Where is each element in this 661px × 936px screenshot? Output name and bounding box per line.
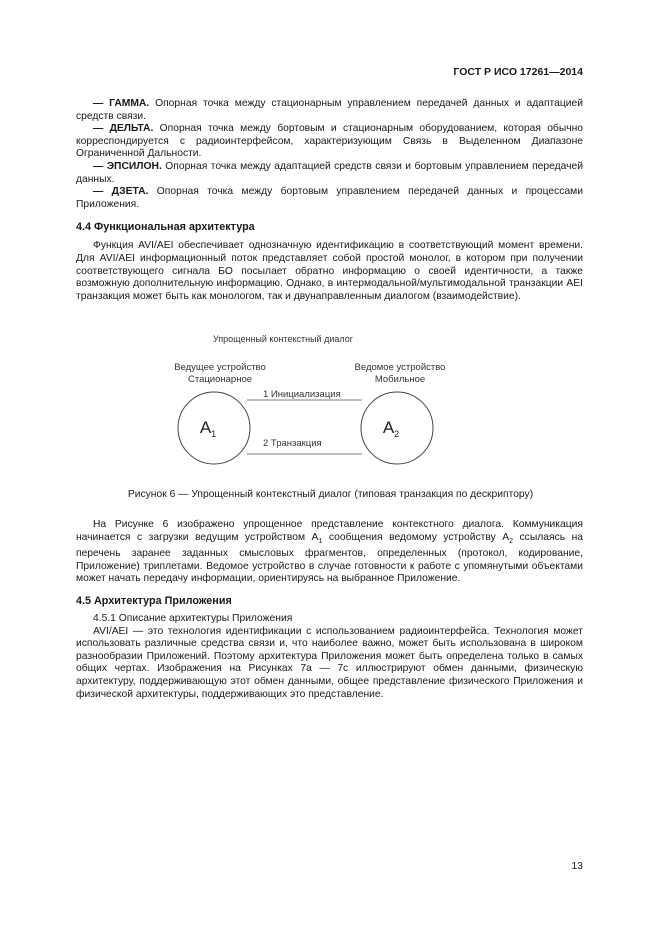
page-number: 13 (571, 860, 583, 872)
node-a1-subscript: 1 (211, 429, 217, 439)
figure-description-paragraph (76, 519, 583, 586)
subscript: 1 (318, 537, 323, 545)
node-a2-letter: A (382, 418, 395, 437)
subsection-heading-4-5-1: 4.5.1 Описание архитектуры Приложения (93, 613, 293, 625)
node-a2-label (383, 418, 399, 439)
definition-epsilon (76, 161, 583, 186)
term-label: — ЭПСИЛОН. (93, 160, 162, 172)
left-device-label-2: Стационарное (187, 374, 253, 385)
definition-text: Опорная точка между бортовым управлением передачей данных и процессами Приложения. (76, 186, 583, 210)
section-heading-4-5: 4.5 Архитектура Приложения (76, 595, 232, 608)
right-device-label-1: Ведомое устройство (354, 362, 446, 373)
context-dialog-diagram (150, 330, 510, 480)
section-4-4-paragraph: Функция AVI/AEI обеспечивает однозначную идентификацию в соответствующий момент времени. Для AVI/AEI информационный поток представляет собой простой монолог, в котором при получении соответствующего сигнала БО посылает обратно информацию о своей идентичности, а также возможную дополнительную информацию. Однако, в интермодальной/мультимодальной транзакции AEI транзакция может быть как монологом, так и двунаправленным диалогом (взаимодействие). (76, 240, 583, 302)
standard-header: ГОСТ Р ИСО 17261—2014 (453, 66, 583, 78)
term-label: — ГАММА. (93, 98, 150, 109)
node-a1-letter: A (199, 418, 212, 437)
term-label: — ДЗЕТА. (93, 186, 149, 198)
node-a1-circle (178, 392, 250, 464)
text-run: сообщения ведомому устройству A (322, 531, 510, 543)
node-a2-circle (361, 392, 433, 464)
section-4-5-paragraph: AVI/AEI — это технология идентификации с использованием радиоинтерфейса. Технология может использовать различные средства связи и, что наиболее важно, может быть использована в широком разнообразии Приложений. Поэтому архитектура Приложения может быть определена только в самых общих чертах. Изображения на Рисунках 7а — 7с иллюстрируют обмен данными, физическую архитектуру, поддерживающую этот обмен данными, общее представление физического Приложения и физической архитектуры, поддерживающих это представление. (76, 625, 583, 700)
definition-text: Опорная точка между адаптацией средств связи и бортовым управлением передачей данных. (76, 160, 583, 185)
node-a1-label (200, 418, 216, 439)
page-content (76, 98, 583, 303)
definition-text: Опорная точка между бортовым и стационарным оборудованием, которая обычно корреспондируется с радиоинтерфейсом, характеризующим Связь в Выделенном Диапазоне Ограниченной Дальности. (76, 123, 583, 160)
right-device-label-2: Мобильное (374, 374, 426, 385)
page-content-lower (76, 519, 583, 701)
text-run: ссылаясь на перечень заранее заданных смысловых фрагментов, определенных (протокол, кодирование, Приложение) триплетами. Ведомое устройство в случае готовности к работе с упомянутыми объектами может начать передачу информации, ориентируясь на выбранное Приложение. (76, 531, 583, 585)
node-a2-subscript: 2 (394, 429, 400, 439)
definition-text: Опорная точка между стационарным управлением передачей данных и адаптацией средств связи. (76, 98, 583, 122)
arrow-initialization-label: 1 Инициализация (263, 389, 341, 400)
figure-title: Упрощенный контекстный диалог (212, 334, 354, 344)
arrow-transaction-label: 2 Транзакция (263, 438, 322, 449)
term-label: — ДЕЛЬТА. (93, 123, 154, 135)
definition-zeta (76, 186, 583, 211)
subscript: 2 (509, 537, 514, 545)
definition-gamma (76, 98, 583, 123)
left-device-label-1: Ведущее устройство (174, 362, 266, 373)
text-run: На Рисунке 6 изображено упрощенное представление контекстного диалога. Коммуникация начинается с загрузки ведущим устройством A (76, 519, 583, 543)
section-heading-4-4: 4.4 Функциональная архитектура (76, 221, 255, 234)
figure-caption: Рисунок 6 — Упрощенный контекстный диалог (типовая транзакция по дескриптору) (127, 489, 534, 500)
definition-delta (76, 123, 583, 161)
